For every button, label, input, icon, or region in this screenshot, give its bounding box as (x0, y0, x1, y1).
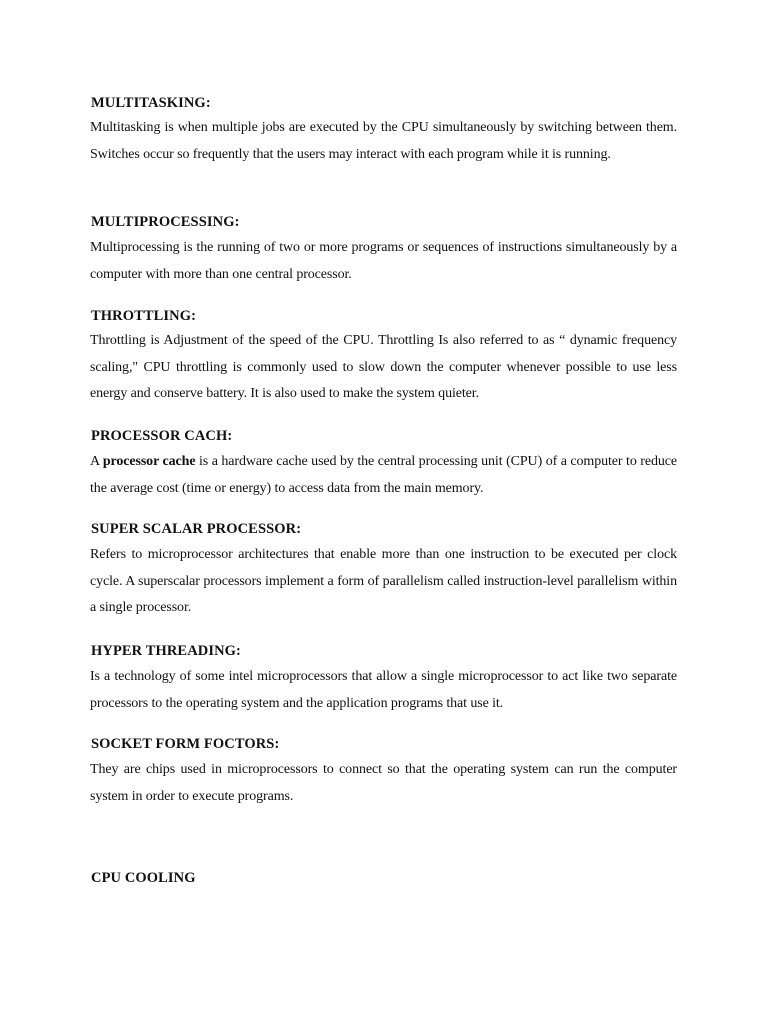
heading-throttling: THROTTLING: (91, 308, 197, 324)
paragraph-hyper-threading: Is a technology of some intel microprocessors that allow a single microprocessor to act like two separate processors to the operating system and the application programs that use it. (90, 669, 677, 711)
heading-multitasking: MULTITASKING: (91, 95, 211, 111)
processor-cache-suffix: is a hardware cache used by the central processing unit (CPU) of a computer to reduce the average cost (time or energy) to access data from the main memory. (90, 454, 678, 496)
paragraph-multiprocessing: Multiprocessing is the running of two or more programs or sequences of instructions simultaneously by a computer with more than one central processor. (90, 240, 677, 282)
heading-super-scalar-processor: SUPER SCALAR PROCESSOR: (91, 521, 302, 537)
paragraph-socket-form-factors: They are chips used in microprocessors to connect so that the operating system can run the computer system in order to execute programs. (90, 762, 677, 804)
heading-cpu-cooling: CPU COOLING (91, 870, 196, 886)
paragraph-processor-cache (90, 449, 677, 502)
paragraph-super-scalar-processor: Refers to microprocessor architectures that enable more than one instruction to be executed per clock cycle. A superscalar processors implement a form of parallelism called instruction-level parallelism within a single processor. (90, 547, 677, 616)
heading-processor-cache: PROCESSOR CACH: (91, 428, 233, 444)
paragraph-throttling: Throttling is Adjustment of the speed of the CPU. Throttling Is also referred to as “ dynamic frequency scaling," CPU throttling is commonly used to slow down the computer whenever possible to use less energy and conserve battery. It is also used to make the system quieter. (90, 333, 677, 402)
heading-socket-form-factors: SOCKET FORM FOCTORS: (91, 736, 280, 752)
heading-multiprocessing: MULTIPROCESSING: (91, 214, 240, 230)
paragraph-multitasking: Multitasking is when multiple jobs are executed by the CPU simultaneously by switching between them. Switches occur so frequently that the users may interact with each program while it is running. (90, 120, 677, 162)
heading-hyper-threading: HYPER THREADING: (91, 643, 241, 659)
processor-cache-prefix: A (90, 454, 103, 469)
processor-cache-term: processor cache (102, 454, 196, 469)
